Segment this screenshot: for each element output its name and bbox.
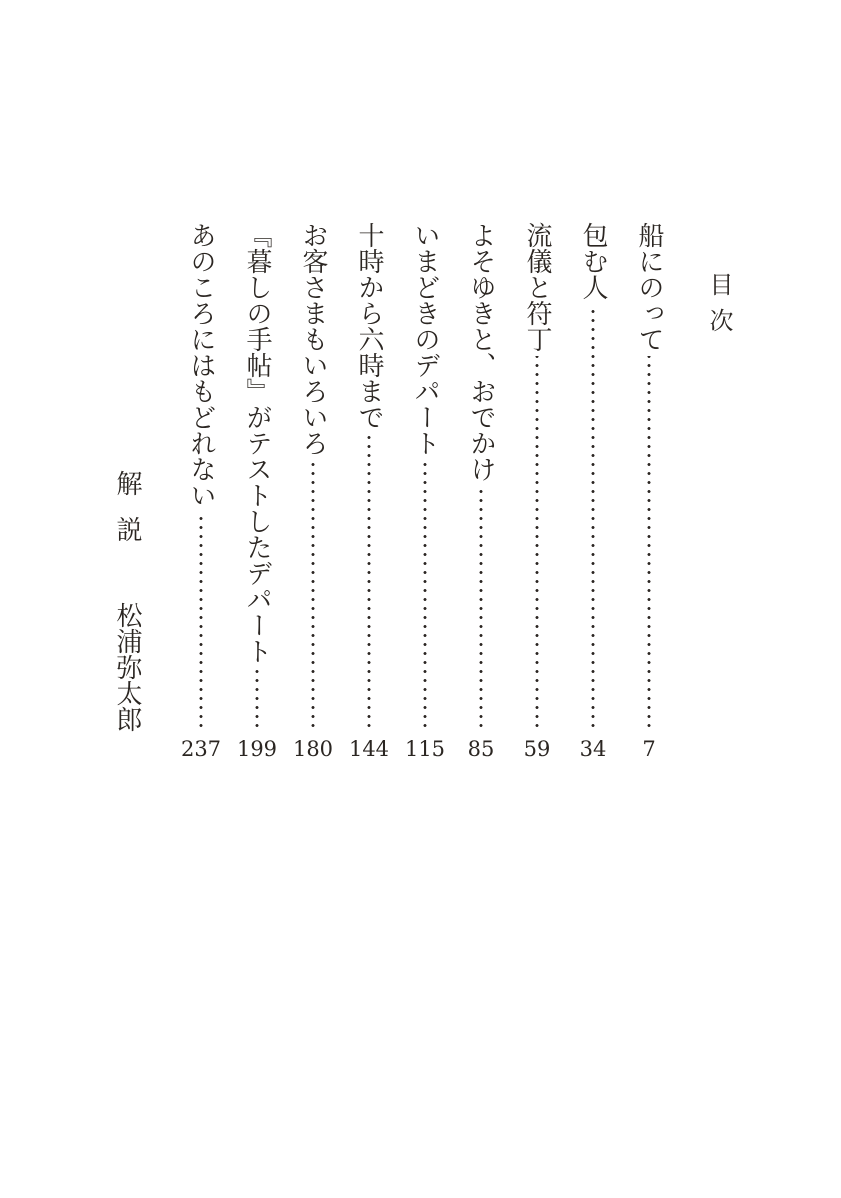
toc-leader-dots [199, 512, 203, 730]
toc-leader-dots [647, 356, 651, 730]
toc-entry-title: いまどきのデパート [410, 222, 440, 456]
toc-entry [632, 222, 666, 762]
toc-leader-dots [479, 486, 483, 730]
toc-entry [464, 222, 498, 762]
toc-entry [236, 222, 278, 762]
toc-entry-title: よそゆきと、おでかけ [466, 222, 496, 482]
toc-entry-page: 180 [292, 737, 334, 761]
toc-entry [292, 222, 334, 762]
toc-leader-dots [423, 460, 427, 730]
toc-entry [180, 222, 222, 762]
toc-leader-dots [591, 304, 595, 730]
toc-entry [404, 222, 446, 762]
toc-heading: 目次 [705, 272, 733, 344]
toc-entry-title: 船にのって [634, 222, 664, 352]
commentary-credit [110, 470, 144, 732]
toc-leader-dots [367, 434, 371, 730]
toc-entry-title: 包む人 [578, 222, 608, 300]
commentary-label: 解説 [112, 470, 142, 562]
toc-entry [520, 222, 554, 762]
toc-entry-title: 十時から六時まで [354, 222, 384, 430]
toc-entry-title: 『暮しの手帖』がテストしたデパート [242, 222, 272, 664]
toc-leader-dots [255, 668, 259, 730]
toc-entry-page: 237 [180, 737, 222, 761]
toc-entry-page: 199 [236, 737, 278, 761]
toc-entry-title: あのころにはもどれない [186, 222, 216, 508]
toc-entry-page: 85 [467, 737, 495, 761]
toc-leader-dots [535, 356, 539, 730]
toc-entry-title: お客さまもいろいろ [298, 222, 328, 456]
toc-leader-dots [311, 460, 315, 730]
toc-entry-page: 115 [404, 737, 446, 761]
toc-entry-page: 7 [642, 737, 656, 761]
toc-entry-page: 144 [348, 737, 390, 761]
toc-entry [576, 222, 610, 762]
toc-entry-page: 59 [523, 737, 551, 761]
toc-entry-page: 34 [579, 737, 607, 761]
commentary-author: 松浦弥太郎 [112, 602, 142, 732]
toc-entry [348, 222, 390, 762]
toc-entry-title: 流儀と符丁 [522, 222, 552, 352]
